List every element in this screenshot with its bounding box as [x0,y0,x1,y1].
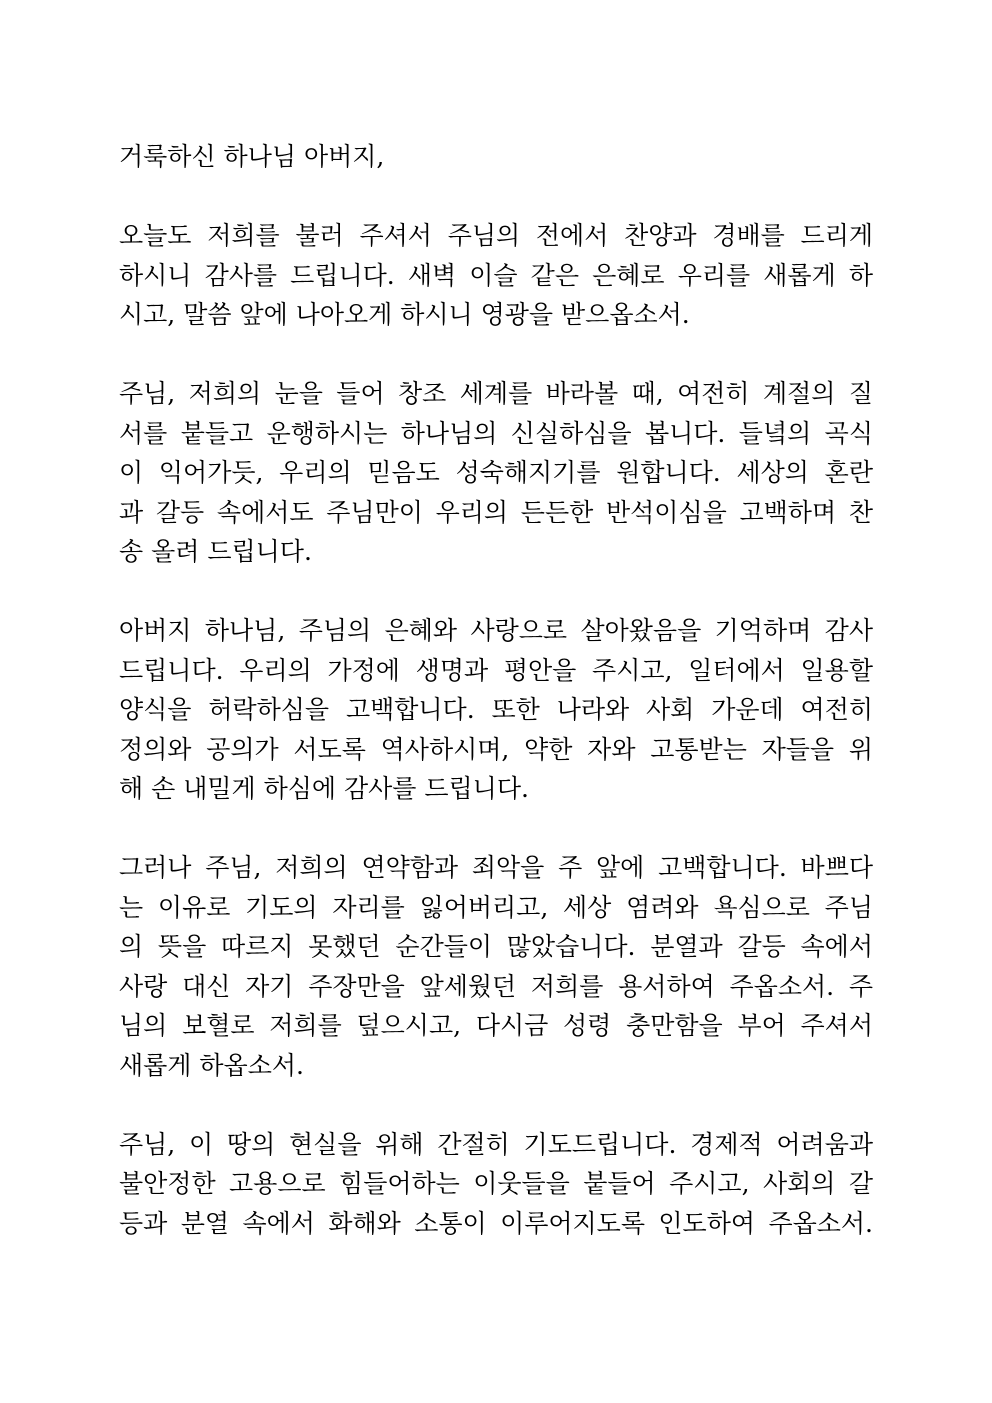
paragraph-1 [119,216,873,335]
text-line: 과 갈등 속에서도 주님만이 우리의 든든한 반석이심을 고백하며 찬 [119,497,873,527]
paragraph-3 [119,611,873,809]
text-line: 불안정한 고용으로 힘들어하는 이웃들을 붙들어 주시고, 사회의 갈 [119,1169,873,1198]
text-line: 새롭게 하옵소서. [119,1050,304,1080]
paragraph-5 [119,1125,873,1244]
text-line: 해 손 내밀게 하심에 감사를 드립니다. [119,774,529,803]
text-line: 오늘도 저희를 불러 주셔서 주님의 전에서 찬양과 경배를 드리게 [119,221,873,250]
paragraph-2 [119,374,873,572]
text-line: 주님, 이 땅의 현실을 위해 간절히 기도드립니다. 경제적 어려움과 [119,1129,873,1159]
text-line: 사랑 대신 자기 주장만을 앞세웠던 저희를 용서하여 주옵소서. 주 [119,971,873,1001]
text-line: 는 이유로 기도의 자리를 잃어버리고, 세상 염려와 욕심으로 주님 [119,892,873,922]
text-line: 시고, 말씀 앞에 나아오게 하시니 영광을 받으옵소서. [119,300,690,329]
text-line: 양식을 허락하심을 고백합니다. 또한 나라와 사회 가운데 여전히 [119,695,873,724]
text-line: 정의와 공의가 서도록 역사하시며, 약한 자와 고통받는 자들을 위 [119,734,873,764]
text-line: 아버지 하나님, 주님의 은혜와 사랑으로 살아왔음을 기억하며 감사 [119,616,873,645]
text-line: 의 뜻을 따르지 못했던 순간들이 많았습니다. 분열과 갈등 속에서 [119,932,873,961]
text-line: 송 올려 드립니다. [119,537,312,566]
text-line: 님의 보혈로 저희를 덮으시고, 다시금 성령 충만함을 부어 주셔서 [119,1011,873,1040]
text-line: 이 익어가듯, 우리의 믿음도 성숙해지기를 원합니다. 세상의 혼란 [119,458,873,487]
salutation: 거룩하신 하나님 아버지, [119,142,385,171]
text-line: 등과 분열 속에서 화해와 소통이 이루어지도록 인도하여 주옵소서. [119,1208,873,1238]
prayer-text [119,137,873,1283]
text-line: 하시니 감사를 드립니다. 새벽 이슬 같은 은혜로 우리를 새롭게 하 [119,260,873,290]
paragraph-4 [119,848,873,1085]
text-line: 그러나 주님, 저희의 연약함과 죄악을 주 앞에 고백합니다. 바쁘다 [119,853,873,882]
text-line: 드립니다. 우리의 가정에 생명과 평안을 주시고, 일터에서 일용할 [119,655,873,685]
text-line: 서를 붙들고 운행하시는 하나님의 신실하심을 봅니다. 들녘의 곡식 [119,418,873,448]
text-line: 주님, 저희의 눈을 들어 창조 세계를 바라볼 때, 여전히 계절의 질 [119,379,873,408]
